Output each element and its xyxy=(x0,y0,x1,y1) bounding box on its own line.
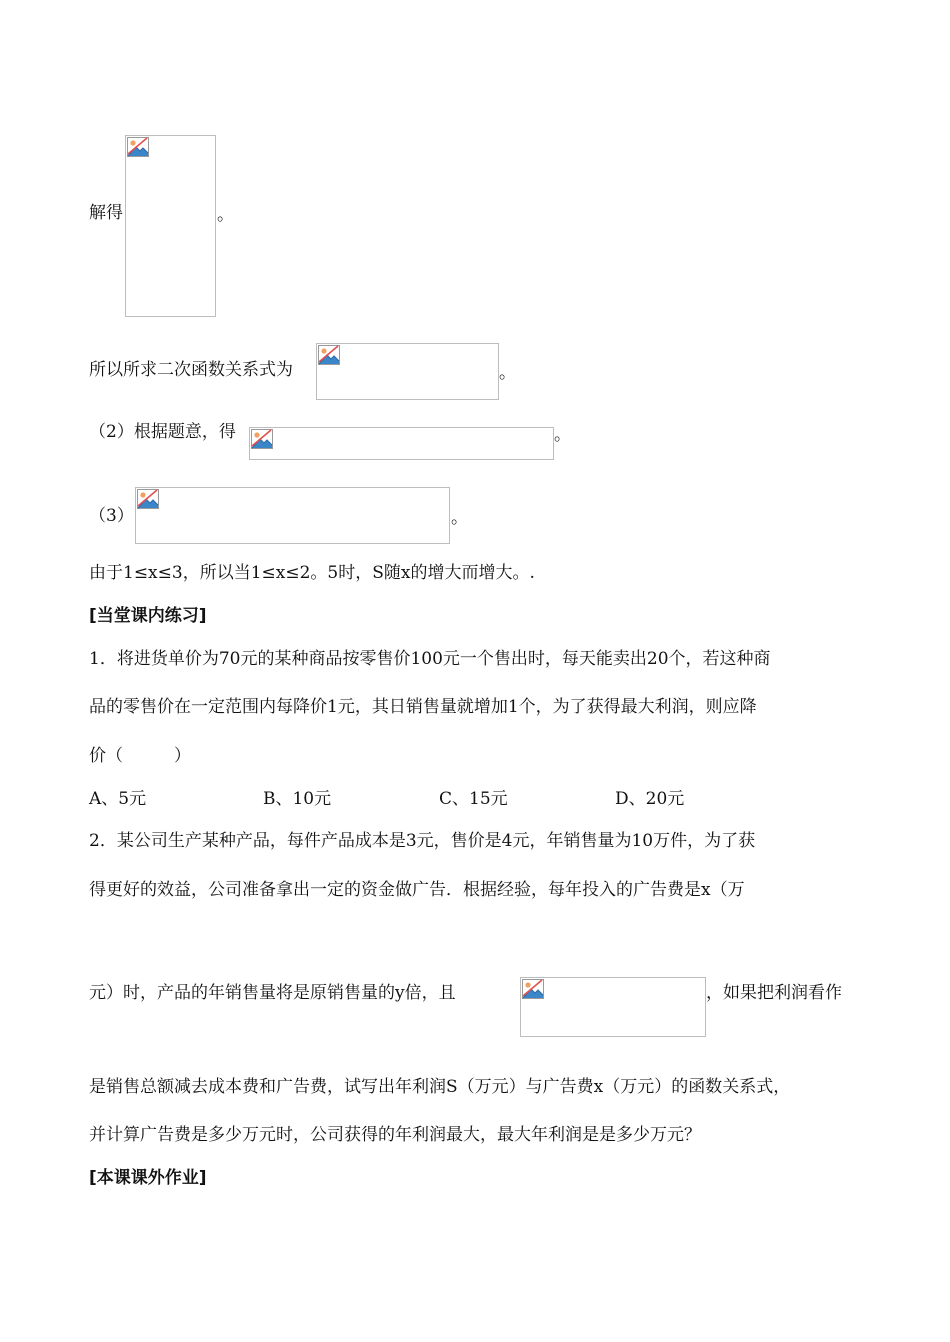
q1-line-1: 1．将进货单价为70元的某种商品按零售价100元一个售出时，每天能卖出20个，若这种商 xyxy=(89,649,771,669)
q2-line-4: 是销售总额减去成本费和广告费，试写出年利润S（万元）与广告费x（万元）的函数关系式， xyxy=(89,1077,791,1097)
q1-line-3: 价（ ） xyxy=(89,746,191,766)
quad-end: 。 xyxy=(499,363,516,383)
part3-label: （3） xyxy=(89,506,134,526)
solve-formula-image xyxy=(125,135,216,317)
solve-label: 解得 xyxy=(89,203,123,223)
part3-end: 。 xyxy=(451,508,468,528)
part3-formula-image xyxy=(135,487,450,544)
q2-line-1: 2．某公司生产某种产品，每件产品成本是3元，售价是4元，年销售量为10万件，为了获 xyxy=(89,831,756,851)
quad-label: 所以所求二次函数关系式为 xyxy=(89,360,293,380)
part2-formula-image xyxy=(249,427,554,460)
q1-option-a: A、5元 xyxy=(89,789,147,809)
broken-image-icon xyxy=(522,979,544,999)
solve-end: 。 xyxy=(217,205,234,225)
part2-end: 。 xyxy=(554,425,571,445)
broken-image-icon xyxy=(137,489,159,509)
broken-image-icon xyxy=(251,429,273,449)
q2-line-5: 并计算广告费是多少万元时，公司获得的年利润最大，最大年利润是是多少万元？ xyxy=(89,1125,701,1145)
q2-line-2: 得更好的效益，公司准备拿出一定的资金做广告．根据经验，每年投入的广告费是x（万 xyxy=(89,880,745,900)
conclusion-text: 由于1≤x≤3，所以当1≤x≤2。5时，S随x的增大而增大。. xyxy=(89,563,535,583)
broken-image-icon xyxy=(318,345,340,365)
part2-label: （2）根据题意，得 xyxy=(89,422,236,442)
section-heading-homework: [本课课外作业] xyxy=(89,1168,207,1188)
q1-option-b: B、10元 xyxy=(263,789,332,809)
q2-line-3-before: 元）时，产品的年销售量将是原销售量的y倍，且 xyxy=(89,983,456,1003)
section-heading-practice: [当堂课内练习] xyxy=(89,606,207,626)
broken-image-icon xyxy=(127,137,149,157)
q2-line-3-after: ，如果把利润看作 xyxy=(706,983,842,1003)
q1-line-2: 品的零售价在一定范围内每降价1元，其日销售量就增加1个，为了获得最大利润，则应降 xyxy=(89,697,757,717)
q2-condition-formula-image xyxy=(520,977,706,1037)
q1-option-c: C、15元 xyxy=(439,789,508,809)
quad-formula-image xyxy=(316,343,499,400)
q1-option-d: D、20元 xyxy=(615,789,685,809)
